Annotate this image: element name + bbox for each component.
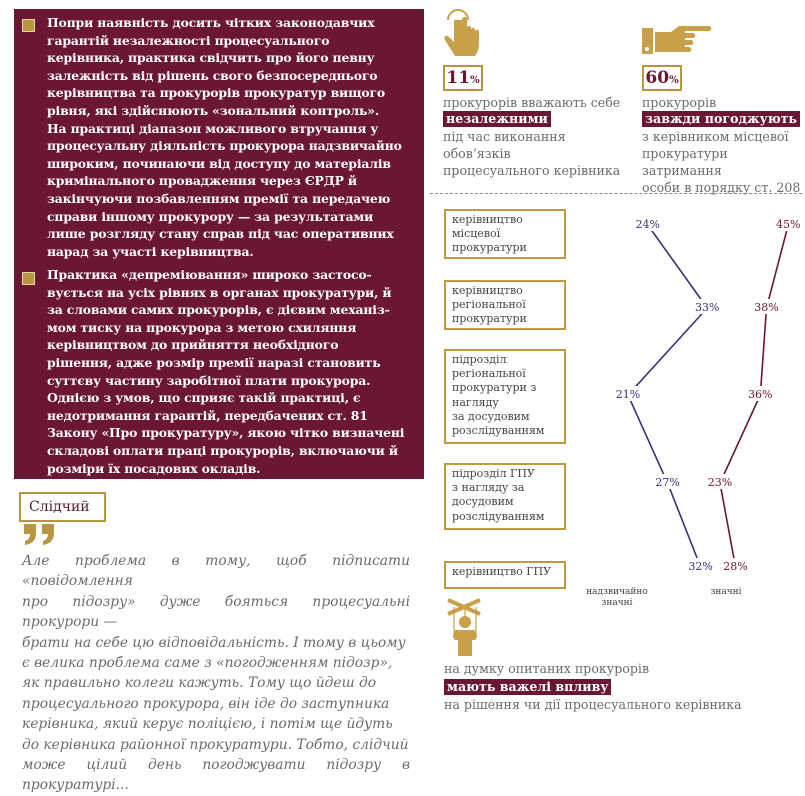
- stat-unit: %: [470, 75, 480, 86]
- bullet-square-icon: [22, 272, 35, 285]
- stat-value-box: [443, 65, 483, 91]
- panel-paragraph-1: Попри наявність досить чітких законодавчих гарантій незалежності процесуального керівника, практика свідчить про його певну залежність від рішень свого безпосереднього керівництва та прокурорів прокуратур вищого рівня, які здійснюють «зональний контроль». На практиці діапазон можливого втручання у процесуальну діяльність прокурора надзвичайно широким, починаючи від доступу до матеріалів кримінального провадження через ЄРДР й закінчуючи позбавленням премії та передачею справи іншому прокурору — за результатами лише розгляду стану справ під час оперативних нарад за участі керівництва.: [47, 15, 402, 259]
- influence-line-chart: [580, 205, 802, 615]
- stat-highlight: незалежними: [443, 111, 551, 127]
- category-box: підрозділ регіональної прокуратури з нагляду за досудовим розслідуванням: [444, 349, 566, 444]
- data-label: 27%: [655, 476, 680, 489]
- stat-caption: прокурорів вважають себе: [443, 95, 621, 110]
- category-box: підрозділ ГПУ з нагляду за досудовим розслідуванням: [444, 463, 566, 530]
- info-panel: [14, 9, 424, 479]
- stat-caption-rest: під час виконання обов’язків процесуального керівника: [443, 129, 621, 178]
- panel-paragraph-2: Практика «депреміювання» широко застосо- вується на усіх рівнях в органах прокуратури, й за словами самих прокурорів, є дієвим механіз- мом тиску на прокурора з метою схиляння керівництвом до прийняття необхідного рішення, адже розмір премії наразі становить суттєву частину заробітної плати прокурора. Однією з умов, що сприяє такій практиці, є недотримання гарантій, передбачених ст. 81 Закону «Про прокуратуру», якою чітко визначені складові оплати праці прокурорів, включаючи й розміри їх посадових окладів.: [47, 267, 405, 476]
- stat-caption-rest: з керівником місцевої прокуратури затримання особи в порядку ст. 208: [642, 129, 801, 195]
- stat-unit: %: [669, 75, 679, 86]
- data-label: 24%: [635, 218, 661, 231]
- stat-value: 11: [446, 68, 471, 88]
- influence-caption-rest: на рішення чи дії процесуального керівника: [444, 697, 742, 712]
- speaker-label: Слідчий: [19, 492, 106, 522]
- data-label: 36%: [748, 388, 773, 401]
- category-box: керівництво місцевої прокуратури: [444, 209, 566, 259]
- data-label: 32%: [688, 560, 713, 573]
- series-label: надзвичайно значні: [586, 587, 648, 608]
- bullet-square-icon: [22, 19, 35, 32]
- series-label: значні: [710, 587, 742, 597]
- stat-value: 60: [645, 68, 670, 88]
- data-label: 21%: [615, 388, 641, 401]
- quote-text: Але проблема в тому, щоб підписати «повідомлення про підозру» дуже бояться процесуальні прокурори — брати на себе цю відповідальність. І тому в цьому є велика проблема саме з «погодженням підозр», як правильно колеги кажуть. Тому що йдеш до процесуального прокурора, він іде до заступника керівника, який керує поліцією, і потім ще йдуть до керівника районної прокуратури. Тобто, слідчий може цілий день погоджувати підозру в прокуратурі...: [22, 553, 410, 794]
- pointing-hand-icon: [641, 22, 713, 58]
- data-label: 33%: [694, 301, 720, 314]
- puppet-icon: [444, 598, 486, 658]
- category-box: керівництво регіональної прокуратури: [444, 280, 566, 330]
- tap-hand-icon: [442, 6, 484, 60]
- category-box: керівництво ГПУ: [444, 561, 566, 589]
- stat-highlight: завжди погоджують: [642, 111, 800, 127]
- stat-caption: прокурорів: [642, 95, 717, 110]
- section-divider: [430, 193, 802, 194]
- data-label: 28%: [723, 560, 748, 573]
- influence-highlight: мають важелі впливу: [444, 679, 611, 695]
- data-label: 45%: [775, 218, 801, 231]
- data-label: 23%: [707, 476, 733, 489]
- quote-icon: [22, 522, 58, 546]
- influence-caption: на думку опитаних прокурорів: [444, 661, 650, 676]
- stat-value-box: [642, 65, 682, 91]
- data-label: 38%: [754, 301, 779, 314]
